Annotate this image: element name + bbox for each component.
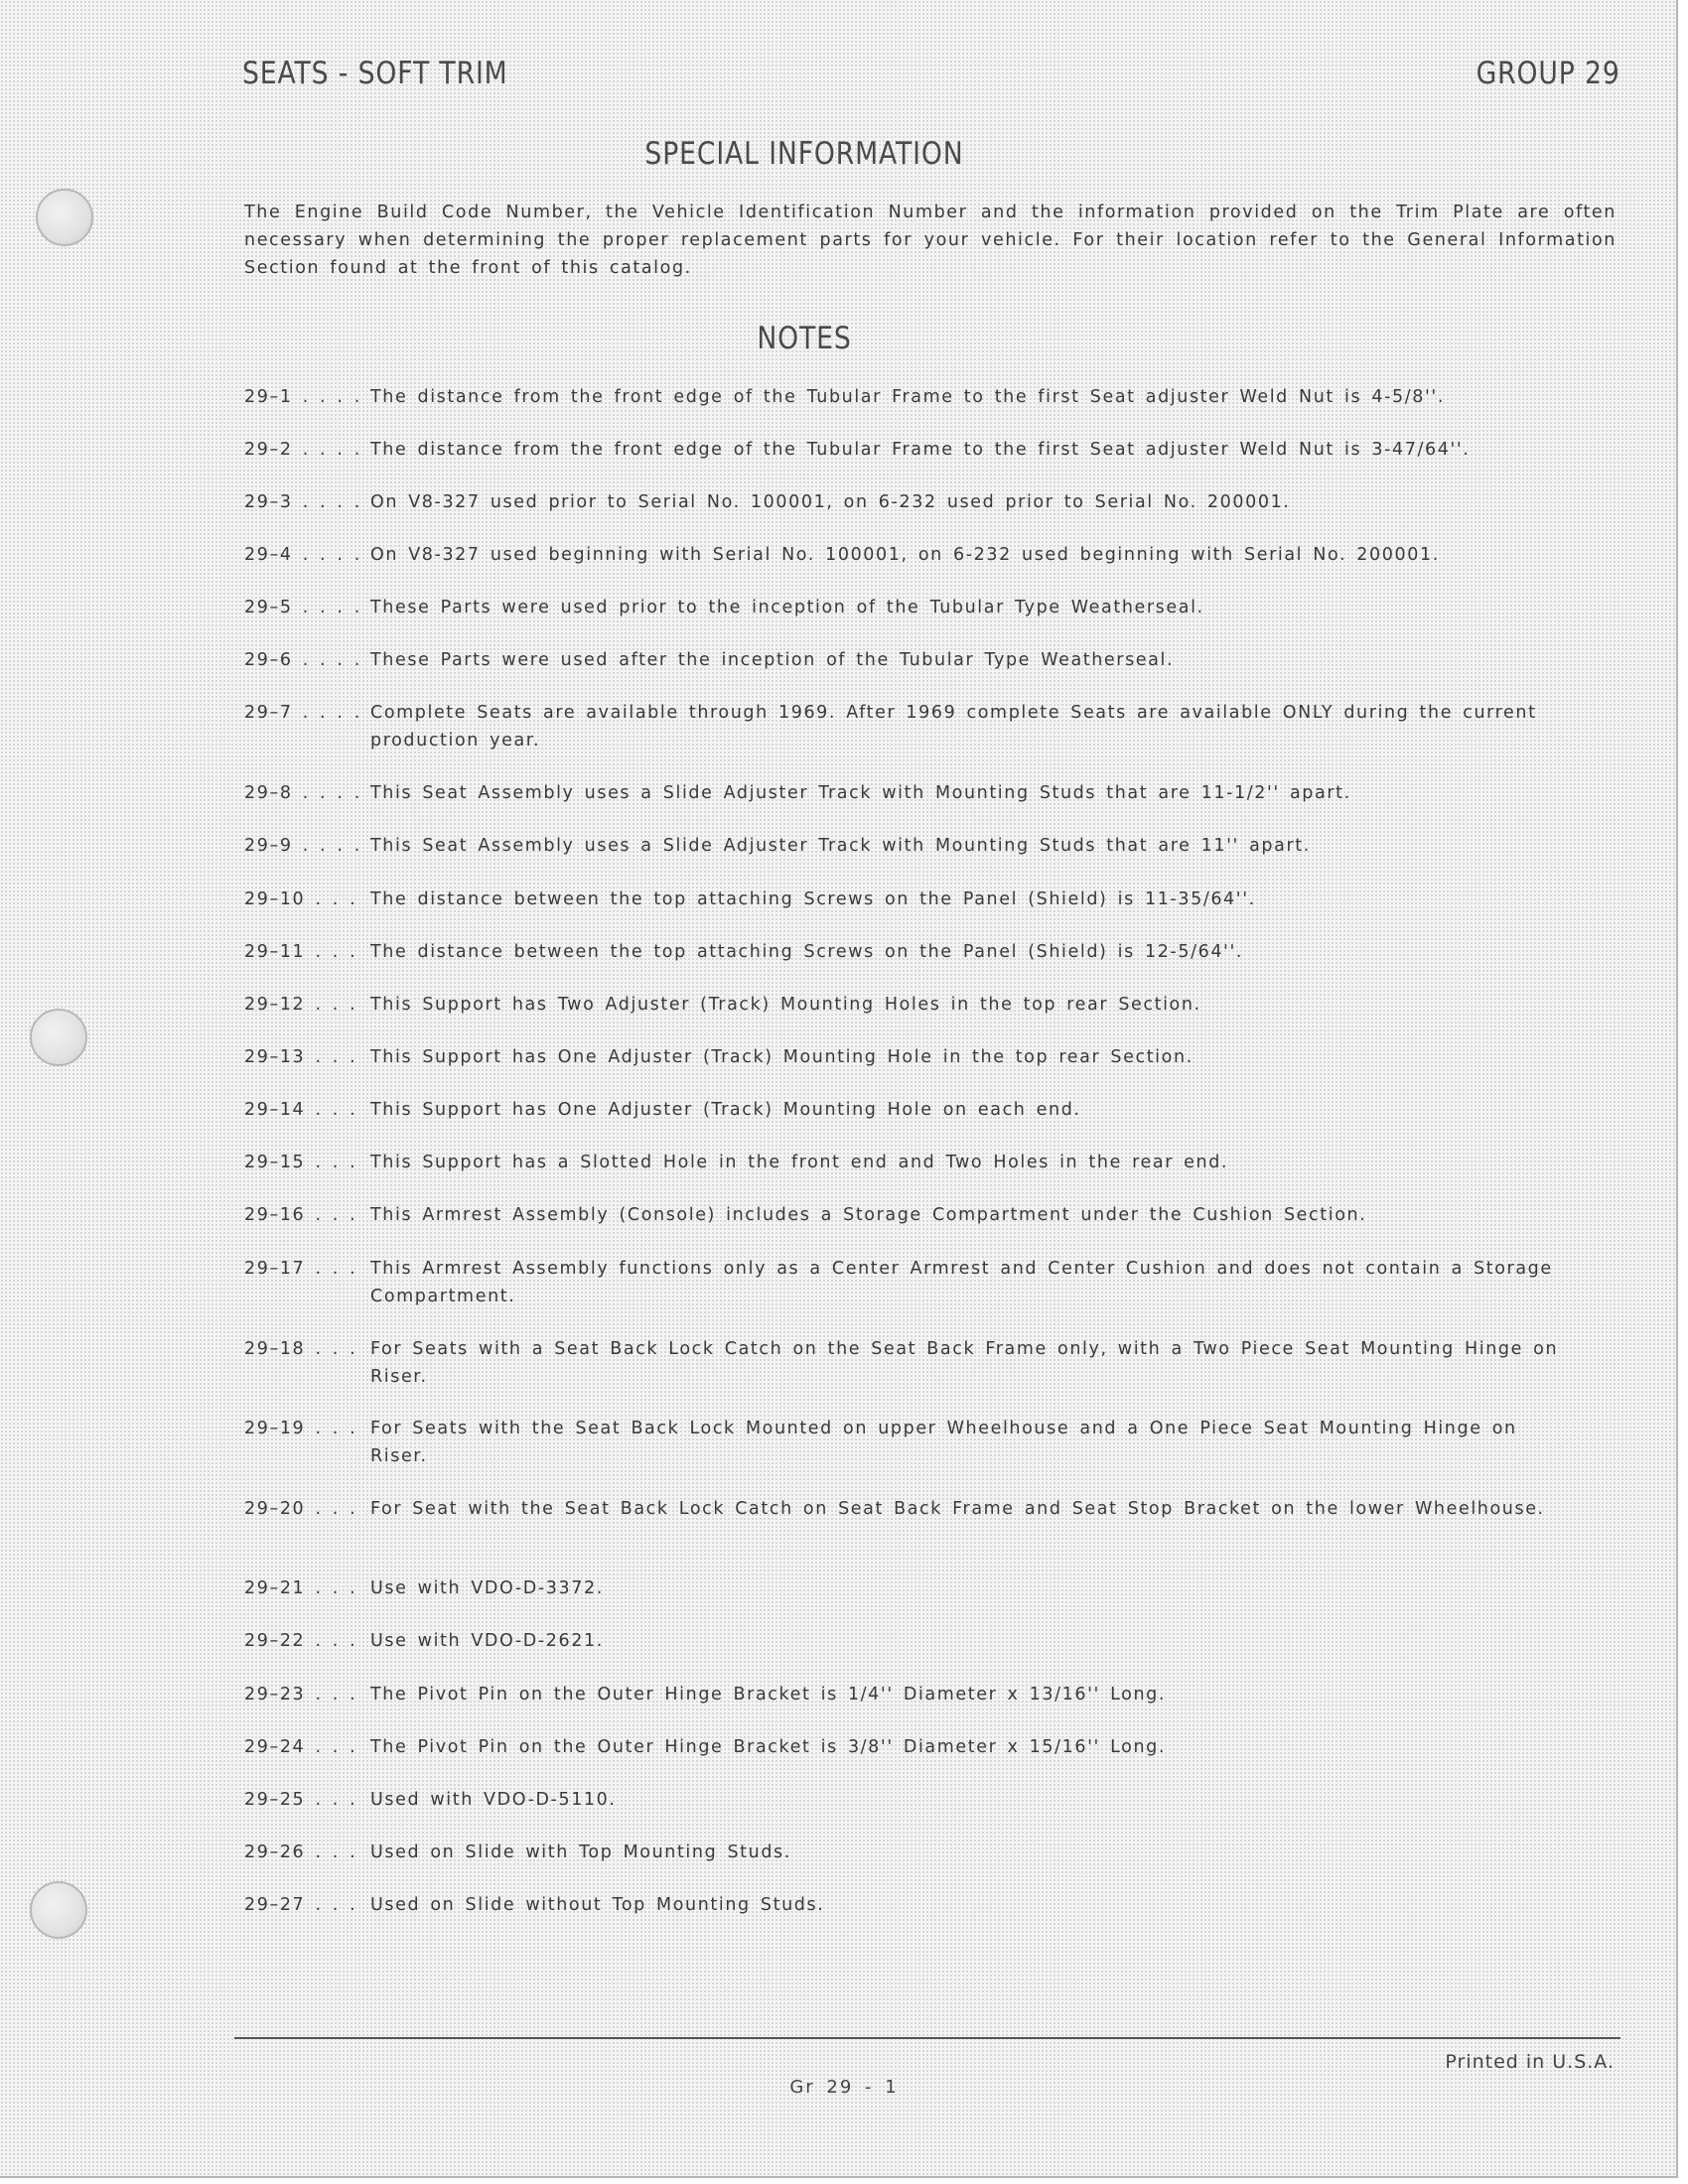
note-number: 29–9 . . . .: [244, 836, 361, 856]
note-number: 29–6 . . . .: [244, 650, 361, 670]
note-text: The distance between the top attaching Screws on the Panel (Shield) is 12-5/64''.: [370, 942, 1244, 962]
special-information-title: SPECIAL INFORMATION: [644, 136, 964, 172]
notes-title: NOTES: [757, 321, 852, 356]
note-item: [244, 1733, 1575, 1761]
note-number: 29–19 . . .: [244, 1419, 357, 1438]
note-text: This Armrest Assembly functions only as a Center Armrest and Center Cushion and does not contain a Storage Compartment.: [370, 1259, 1553, 1306]
note-text: These Parts were used prior to the inception of the Tubular Type Weatherseal.: [370, 598, 1204, 617]
punch-hole-bottom: [30, 1881, 87, 1939]
note-text: The distance from the front edge of the Tubular Frame to the first Seat adjuster Weld Nut is 3-47/64''.: [370, 440, 1471, 460]
note-text: This Support has One Adjuster (Track) Mounting Hole in the top rear Section.: [370, 1047, 1194, 1067]
note-item: [244, 1627, 1575, 1655]
note-item: [244, 938, 1575, 966]
note-text: The distance from the front edge of the Tubular Frame to the first Seat adjuster Weld Nut is 4-5/8''.: [370, 387, 1445, 407]
note-text: For Seats with a Seat Back Lock Catch on the Seat Back Frame only, with a Two Piece Seat Mounting Hinge on Riser.: [370, 1339, 1559, 1387]
note-number: 29–22 . . .: [244, 1631, 357, 1651]
special-information-text: The Engine Build Code Number, the Vehicle Identification Number and the information provided on the Trim Plate are often necessary when determining the proper replacement parts for your vehicle. For their location refer to the General Information Section found at the front of this catalog.: [244, 203, 1617, 278]
note-item: [244, 886, 1575, 913]
note-item: [244, 1786, 1575, 1814]
note-item: [244, 488, 1575, 516]
note-text: For Seats with the Seat Back Lock Mounted on upper Wheelhouse and a One Piece Seat Mounting Hinge on Riser.: [370, 1419, 1517, 1466]
note-number: 29–18 . . .: [244, 1339, 357, 1359]
note-item: [244, 991, 1575, 1019]
note-item: [244, 779, 1575, 807]
note-number: 29–21 . . .: [244, 1578, 357, 1598]
note-number: 29–12 . . .: [244, 995, 357, 1015]
note-item: [244, 541, 1575, 569]
note-item: [244, 832, 1575, 860]
note-number: 29–13 . . .: [244, 1047, 357, 1067]
note-text: Used on Slide without Top Mounting Studs.: [370, 1895, 825, 1915]
note-text: Use with VDO-D-2621.: [370, 1631, 604, 1651]
note-number: 29–26 . . .: [244, 1843, 357, 1862]
note-text: This Seat Assembly uses a Slide Adjuster Track with Mounting Studs that are 11-1/2'' apart.: [370, 783, 1351, 803]
note-item: [244, 1201, 1575, 1229]
note-item: [244, 1839, 1575, 1866]
note-text: Use with VDO-D-3372.: [370, 1578, 604, 1598]
note-number: 29–4 . . . .: [244, 545, 361, 565]
note-text: The Pivot Pin on the Outer Hinge Bracket is 1/4'' Diameter x 13/16'' Long.: [370, 1685, 1167, 1705]
note-item: [244, 699, 1575, 754]
note-item: [244, 1335, 1575, 1391]
note-number: 29–20 . . .: [244, 1499, 357, 1519]
note-number: 29–25 . . .: [244, 1790, 357, 1810]
note-text: Used on Slide with Top Mounting Studs.: [370, 1843, 791, 1862]
note-number: 29–27 . . .: [244, 1895, 357, 1915]
note-number: 29–5 . . . .: [244, 598, 361, 617]
note-item: [244, 1415, 1575, 1470]
note-number: 29–10 . . .: [244, 889, 357, 909]
note-text: The Pivot Pin on the Outer Hinge Bracket is 3/8'' Diameter x 15/16'' Long.: [370, 1737, 1167, 1757]
note-item: [244, 1574, 1575, 1602]
note-number: 29–7 . . . .: [244, 703, 361, 723]
note-number: 29–2 . . . .: [244, 440, 361, 460]
group-header: GROUP 29: [1476, 56, 1620, 91]
note-item: [244, 1149, 1575, 1176]
note-number: 29–15 . . .: [244, 1153, 357, 1172]
note-text: This Support has Two Adjuster (Track) Mounting Holes in the top rear Section.: [370, 995, 1201, 1015]
note-number: 29–24 . . .: [244, 1737, 357, 1757]
footer-rule: [234, 2037, 1620, 2039]
note-number: 29–8 . . . .: [244, 783, 361, 803]
note-number: 29–17 . . .: [244, 1259, 357, 1279]
note-item: [244, 1495, 1575, 1523]
note-text: Used with VDO-D-5110.: [370, 1790, 617, 1810]
section-header: SEATS - SOFT TRIM: [242, 56, 508, 91]
note-number: 29–1 . . . .: [244, 387, 361, 407]
note-item: [244, 594, 1575, 621]
punch-hole-top: [36, 189, 93, 246]
note-item: [244, 1043, 1575, 1071]
note-text: The distance between the top attaching Screws on the Panel (Shield) is 11-35/64''.: [370, 889, 1256, 909]
note-text: This Support has One Adjuster (Track) Mounting Hole on each end.: [370, 1100, 1081, 1120]
note-number: 29–16 . . .: [244, 1205, 357, 1225]
note-text: Complete Seats are available through 1969. After 1969 complete Seats are available ONLY during the current production year.: [370, 703, 1537, 751]
note-item: [244, 1681, 1575, 1708]
note-text: These Parts were used after the inception of the Tubular Type Weatherseal.: [370, 650, 1175, 670]
note-number: 29–14 . . .: [244, 1100, 357, 1120]
note-text: On V8-327 used prior to Serial No. 100001, on 6-232 used prior to Serial No. 200001.: [370, 492, 1291, 512]
note-item: [244, 1096, 1575, 1124]
note-text: This Armrest Assembly (Console) includes a Storage Compartment under the Cushion Section.: [370, 1205, 1367, 1225]
note-text: This Support has a Slotted Hole in the front end and Two Holes in the rear end.: [370, 1153, 1229, 1172]
note-number: 29–23 . . .: [244, 1685, 357, 1705]
note-number: 29–3 . . . .: [244, 492, 361, 512]
note-item: [244, 1891, 1575, 1919]
page-number: Gr 29 - 1: [789, 2077, 899, 2098]
note-text: This Seat Assembly uses a Slide Adjuster Track with Mounting Studs that are 11'' apart.: [370, 836, 1311, 856]
printed-in-label: Printed in U.S.A.: [1445, 2051, 1615, 2073]
punch-hole-middle: [30, 1009, 87, 1066]
note-number: 29–11 . . .: [244, 942, 357, 962]
note-item: [244, 646, 1575, 674]
note-item: [244, 1255, 1575, 1310]
note-text: For Seat with the Seat Back Lock Catch on Seat Back Frame and Seat Stop Bracket on the lower Wheelhouse.: [370, 1499, 1545, 1519]
note-item: [244, 383, 1575, 411]
note-text: On V8-327 used beginning with Serial No. 100001, on 6-232 used beginning with Serial No. 200001.: [370, 545, 1440, 565]
note-item: [244, 436, 1575, 464]
